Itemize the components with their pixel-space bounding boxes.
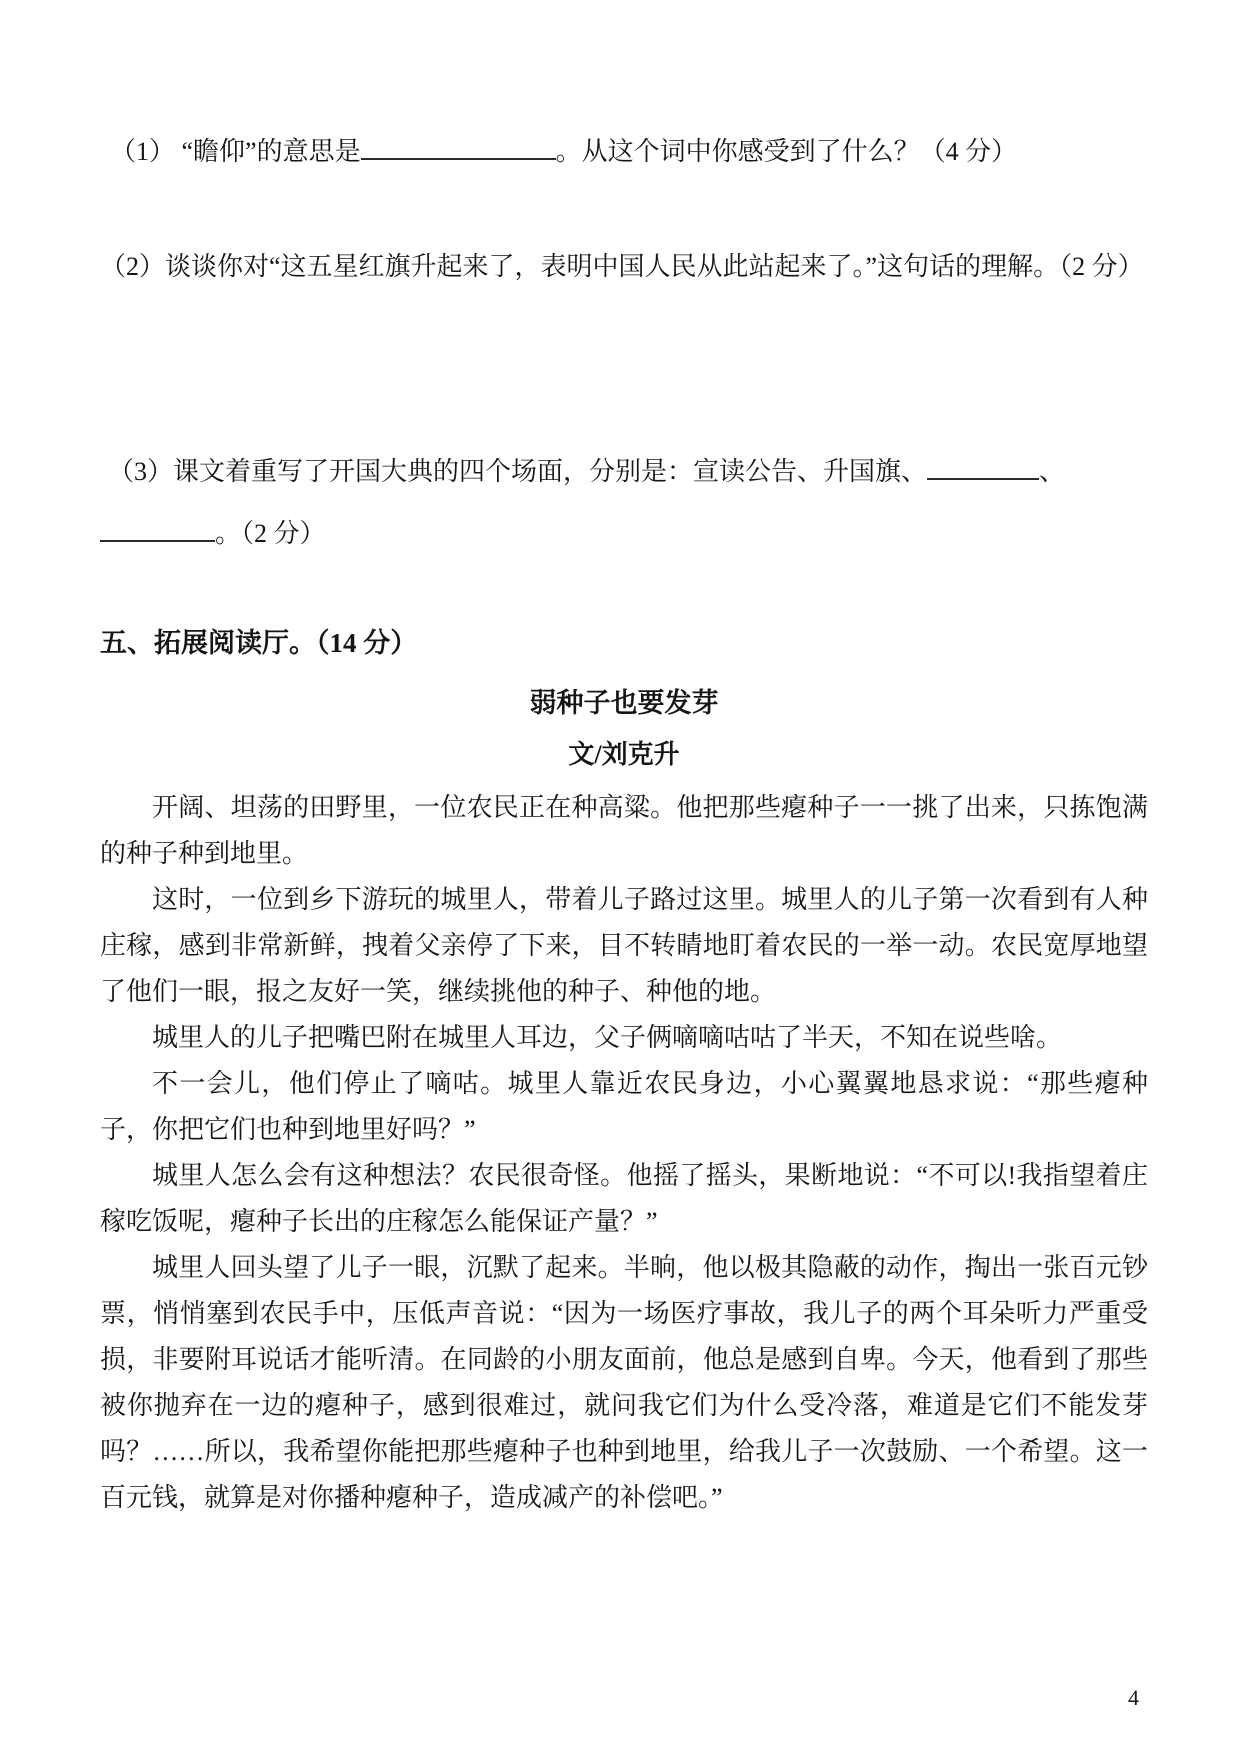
passage-paragraph-5: 城里人怎么会有这种想法？农民很奇怪。他摇了摇头，果断地说：“不可以!我指望着庄稼吃饭呢，瘪种子长出的庄稼怎么能保证产量？”	[100, 1161, 1148, 1236]
question-1-text-before: （1） “瞻仰”的意思是	[110, 137, 361, 166]
question-2-text: （2）谈谈你对“这五星红旗升起来了，表明中国人民从此站起来了。”这句话的理解。（2 分）	[100, 252, 1144, 281]
passage-paragraph-6: 城里人回头望了儿子一眼，沉默了起来。半晌，他以极其隐蔽的动作，掏出一张百元钞票，悄悄塞到农民手中，压低声音说：“因为一场医疗事故，我儿子的两个耳朵听力严重受损，非要附耳说话才能听清。在同龄的小朋友面前，他总是感到自卑。今天，他看到了那些被你抛弃在一边的瘪种子，感到很难过，就问我它们为什么受冷落，难道是它们不能发芽吗？……所以，我希望你能把那些瘪种子也种到地里，给我儿子一次鼓励、一个希望。这一百元钱，就算是对你播种瘪种子，造成减产的补偿吧。”	[100, 1253, 1148, 1512]
passage-author: 文/刘克升	[568, 740, 680, 769]
question-3-text-after: 、	[1039, 457, 1066, 486]
passage-paragraph-2: 这时，一位到乡下游玩的城里人，带着儿子路过这里。城里人的儿子第一次看到有人种庄稼，感到非常新鲜，拽着父亲停了下来，目不转睛地盯着农民的一举一动。农民宽厚地望了他们一眼，报之友好一笑，继续挑他的种子、种他的地。	[100, 885, 1148, 1006]
question-1	[110, 135, 1148, 169]
question-2	[100, 250, 1148, 284]
reading-passage	[100, 685, 1148, 1521]
passage-title: 弱种子也要发芽	[529, 688, 719, 718]
answer-blank-q1	[361, 136, 556, 160]
passage-paragraph-1: 开阔、坦荡的田野里，一位农民正在种高粱。他把那些瘪种子一一挑了出来，只拣饱满的种子种到地里。	[100, 793, 1148, 868]
passage-paragraph-3: 城里人的儿子把嘴巴附在城里人耳边，父子俩嘀嘀咕咕了半天，不知在说些啥。	[152, 1023, 1063, 1052]
answer-blank-q3b	[100, 518, 215, 542]
question-3-text-before: （3）课文着重写了开国大典的四个场面，分别是：宣读公告、升国旗、	[108, 457, 928, 486]
section-5-heading: 五、拓展阅读厅。（14 分）	[100, 628, 418, 658]
question-1-text-after: 。从这个词中你感受到了什么？（4 分）	[555, 137, 1018, 166]
question-3-line2	[100, 517, 1148, 551]
question-3-line1	[108, 455, 1148, 489]
passage-paragraph-4: 不一会儿，他们停止了嘀咕。城里人靠近农民身边，小心翼翼地恳求说：“那些瘪种子，你把它们也种到地里好吗？”	[100, 1069, 1148, 1144]
page-number: 4	[1128, 1685, 1139, 1710]
answer-blank-q3a	[927, 456, 1039, 480]
question-3-line2-text: 。（2 分）	[215, 519, 326, 548]
